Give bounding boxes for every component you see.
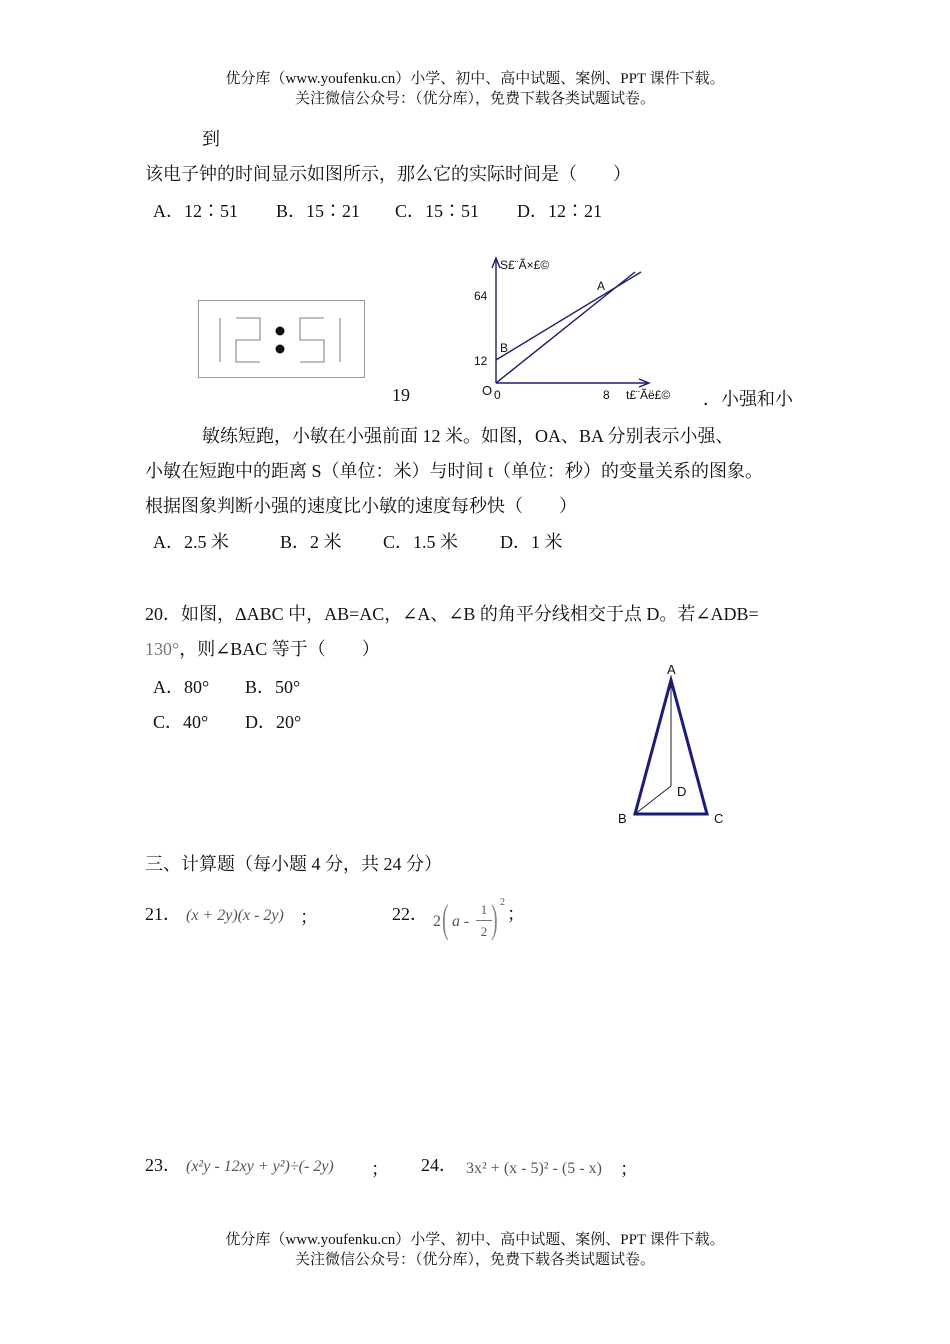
q24-expression: 3x² + (x - 5)² - (5 - x) (466, 1160, 602, 1177)
digital-clock-figure (198, 300, 366, 380)
q22-frac-bar (476, 920, 492, 921)
q20-option-b: B．50° (245, 677, 301, 697)
q20-option-c: C．40° (153, 712, 209, 732)
q22-number: 22． (392, 904, 428, 924)
q23-number: 23． (145, 1155, 181, 1175)
graph-point-b: B (500, 341, 509, 355)
q22-inner: a - (452, 913, 470, 930)
q24-end: ； (620, 1159, 638, 1179)
clock-colon-dot-top (276, 327, 285, 336)
q19-option-a: A．2.5 米 (153, 532, 229, 552)
q19-option-c: C．1.5 米 (383, 532, 459, 552)
distance-time-graph (465, 250, 671, 405)
q19-option-b: B．2 米 (280, 532, 342, 552)
q22-frac-num: 1 (480, 902, 488, 917)
section3-title: 三、计算题（每小题 4 分，共 24 分） (145, 854, 442, 874)
q18-option-a: A．12∶51 (153, 201, 238, 221)
q18-option-b: B．15∶21 (276, 201, 361, 221)
q21-end: ； (300, 907, 318, 927)
q19-line1: 敏练短跑，小敏在小强前面 12 米。如图，OA、BA 分别表示小强、 (202, 426, 734, 446)
point-d-label: D (677, 784, 687, 799)
graph-zero-label: 0 (494, 388, 501, 402)
q18-lead: 到 (202, 129, 220, 149)
q24-number: 24． (421, 1155, 457, 1175)
q22-power: 2 (500, 897, 505, 908)
page-header-line1: 优分库（www.youfenku.cn）小学、初中、高中试题、案例、PPT 课件下载。 (225, 71, 725, 87)
q19-option-d: D．1 米 (500, 532, 563, 552)
line-ba (496, 272, 641, 360)
graph-y-label: S£¨Ã×£© (500, 258, 550, 272)
q23-end: ； (371, 1159, 389, 1179)
vertex-c-label: C (714, 811, 724, 826)
triangle-abc-figure (610, 655, 735, 830)
graph-x-tick-8: 8 (603, 388, 610, 402)
q20-option-a: A．80° (153, 677, 210, 697)
q20-text: 20．如图，ΔABC 中，AB=AC，∠A、∠B 的角平分线相交于点 D。若∠ADB= (145, 604, 759, 624)
graph-point-a: A (597, 279, 606, 293)
graph-x-label: t£¨Ãë£© (626, 388, 671, 402)
q19-intro-tail: ．小强和小 (703, 389, 793, 409)
q22-coef: 2 (433, 913, 441, 930)
q20-option-d: D．20° (245, 712, 302, 732)
vertex-a-label: A (667, 662, 676, 677)
page-footer-line1: 优分库（www.youfenku.cn）小学、初中、高中试题、案例、PPT 课件下载。 (225, 1232, 725, 1248)
q22-paren-left: ( (442, 896, 449, 941)
q20-text2: ，则∠BAC 等于（ ） (179, 639, 380, 659)
graph-y-tick-12: 12 (474, 354, 488, 368)
q22-end: ； (507, 904, 525, 924)
q19-number: 19 (392, 385, 410, 405)
page-footer-line2: 关注微信公众号：（优分库），免费下载各类试题试卷。 (294, 1252, 655, 1268)
graph-origin-label: O (482, 383, 493, 398)
q21-number: 21． (145, 904, 181, 924)
q19-line3: 根据图象判断小强的速度比小敏的速度每秒快（ ） (145, 496, 577, 516)
q22-paren-right: ) (491, 896, 498, 941)
graph-y-tick-64: 64 (474, 289, 488, 303)
clock-colon-dot-bottom (276, 345, 285, 354)
q19-line2: 小敏在短跑中的距离 S（单位：米）与时间 t（单位：秒）的变量关系的图象。 (145, 461, 764, 481)
page-header-line2: 关注微信公众号：（优分库），免费下载各类试题试卷。 (294, 91, 655, 107)
q18-option-c: C．15∶51 (395, 201, 480, 221)
vertex-b-label: B (618, 811, 627, 826)
q22-frac-den: 2 (480, 924, 488, 939)
q21-expression: (x + 2y)(x - 2y) (186, 907, 284, 924)
q18-text: 该电子钟的时间显示如图所示，那么它的实际时间是（ ） (145, 164, 631, 184)
q20-angle: 130° (145, 639, 180, 659)
q23-expression: (x²y - 12xy + y²)÷(- 2y) (186, 1158, 334, 1175)
q18-option-d: D．12∶21 (517, 201, 602, 221)
